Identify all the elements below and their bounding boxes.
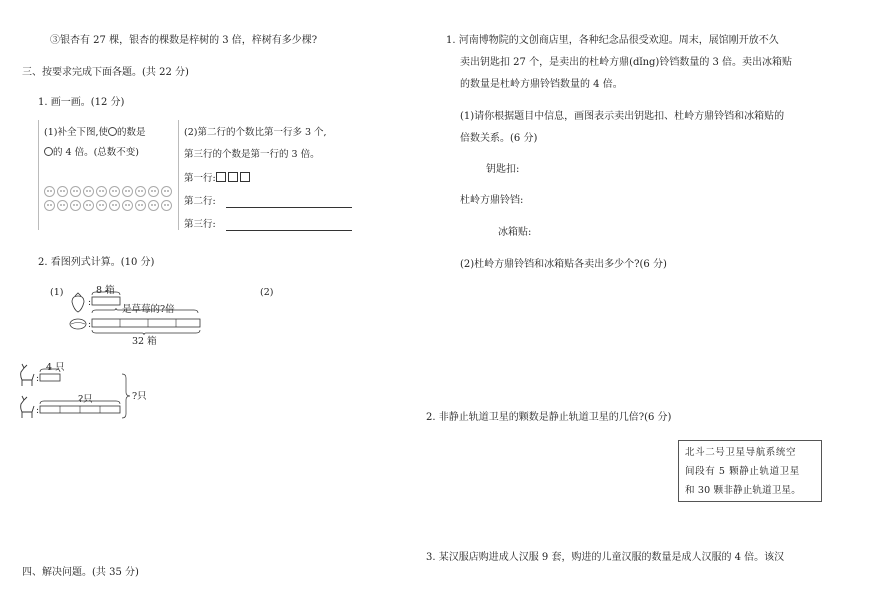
q1-title: 1. 画一画。(12 分) bbox=[38, 97, 125, 108]
deer-icon-1 bbox=[21, 364, 34, 386]
watermelon-icon bbox=[70, 319, 86, 329]
r-problem-2: 2. 非静止轨道卫星的颗数是静止轨道卫星的几倍?(6 分) bbox=[426, 412, 672, 423]
row-3-label: 第三行: bbox=[184, 219, 216, 230]
r-problem-1-sub-1-line-1: (1)请你根据题目中信息，画图表示卖出钥匙扣、杜岭方鼎铃铛和冰箱贴的 bbox=[460, 111, 785, 122]
boxes-32-label: 32 箱 bbox=[132, 336, 157, 347]
svg-text::: : bbox=[36, 374, 40, 384]
r-problem-1-line-1: 1. 河南博物院的文创商店里，各种纪念品很受欢迎。周末，展馆刚开放不久 bbox=[446, 35, 779, 46]
q1b-line1: (2)第二行的个数比第一行多 3 个, bbox=[184, 127, 327, 138]
strawberry-icon bbox=[72, 293, 84, 312]
animals-4-label: 4 只 bbox=[46, 362, 65, 373]
note-line-1: 北斗二号卫星导航系统空 bbox=[685, 447, 797, 458]
deer-icon-2 bbox=[21, 396, 34, 418]
r-problem-1-sub-2: (2)杜岭方鼎铃铛和冰箱贴各卖出多少个?(6 分) bbox=[460, 259, 667, 270]
note-line-2: 间段有 5 颗静止轨道卫星 bbox=[685, 466, 800, 477]
strawberry-question: 是草莓的?倍 bbox=[122, 304, 175, 315]
row-1-label: 第一行: bbox=[184, 173, 216, 184]
animals-question: ?只 bbox=[78, 394, 93, 405]
row-2-label: 第二行: bbox=[184, 196, 216, 207]
r-problem-1-line-2: 卖出钥匙扣 27 个，是卖出的杜岭方鼎(dǐng)铃铛数量的 3 倍。卖出冰箱贴 bbox=[460, 57, 793, 68]
note-line-3: 和 30 颗非静止轨道卫星。 bbox=[685, 485, 801, 496]
svg-text::: : bbox=[36, 406, 40, 416]
section-4-heading: 四、解决问题。(共 35 分) bbox=[22, 567, 139, 578]
animals-total: ?只 bbox=[132, 391, 147, 402]
q1a-line2-text: 的 4 倍。(总数不变) bbox=[53, 147, 139, 158]
r-problem-1-line-3: 的数量是杜岭方鼎铃铛数量的 4 倍。 bbox=[460, 79, 623, 90]
section-3-heading: 三、按要求完成下面各题。(共 22 分) bbox=[22, 67, 189, 78]
q1a-text-post: 的数是 bbox=[116, 127, 146, 138]
q2-title: 2. 看图列式计算。(10 分) bbox=[38, 257, 155, 268]
svg-text::: : bbox=[88, 298, 92, 308]
part-1-label: (1) bbox=[50, 287, 64, 298]
part-2-label: (2) bbox=[260, 287, 274, 298]
keychain-label: 钥匙扣: bbox=[486, 164, 520, 175]
question-3-text: ③银杏有 27 棵，银杏的棵数是梓树的 3 倍，梓树有多少棵? bbox=[50, 35, 318, 46]
bell-label: 杜岭方鼎铃铛: bbox=[460, 195, 524, 206]
svg-text::: : bbox=[88, 320, 92, 330]
q1b-line2: 第三行的个数是第一行的 3 倍。 bbox=[184, 149, 320, 160]
magnet-label: 冰箱贴: bbox=[498, 227, 532, 238]
q1a-text-pre: (1)补全下图,使 bbox=[44, 127, 108, 138]
r-problem-3: 3. 某汉服店购进成人汉服 9 套，购进的儿童汉服的数量是成人汉服的 4 倍。该汉 bbox=[426, 552, 785, 563]
boxes-8-label: 8 箱 bbox=[96, 285, 115, 296]
r-problem-1-sub-1-line-2: 倍数关系。(6 分) bbox=[460, 133, 538, 144]
satellite-info-box bbox=[678, 440, 822, 502]
